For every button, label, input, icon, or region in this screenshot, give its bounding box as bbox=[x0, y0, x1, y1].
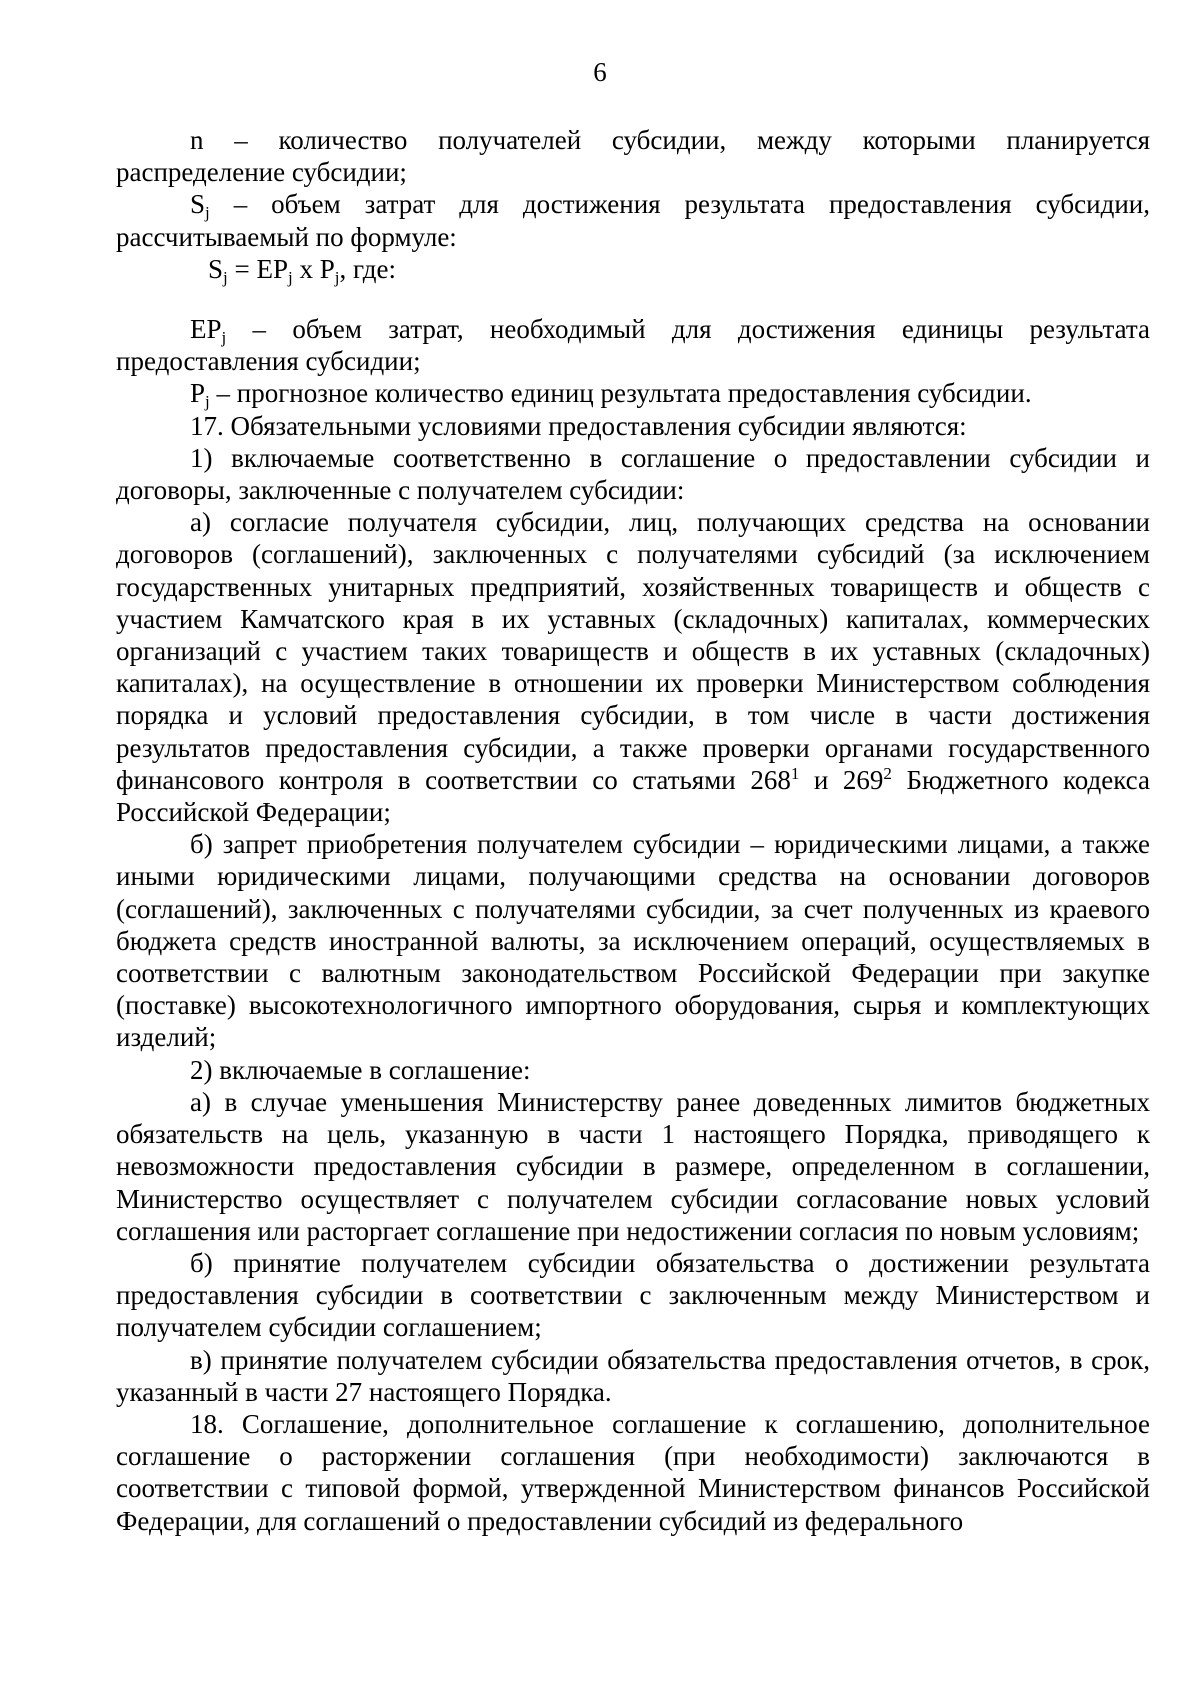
formula-s: S bbox=[208, 253, 224, 284]
formula-ep-subscript: j bbox=[288, 267, 293, 287]
epj-definition-text: – объем затрат, необходимый для достижения единицы результата предоставления субсидии; bbox=[116, 314, 1150, 377]
paragraph-17-2-b: б) принятие получателем субсидии обязательства о достижении результата предоставления субсидии в соответствии с заключенным между Министерством и получателем субсидии соглашением; bbox=[116, 1247, 1150, 1343]
page-number: 6 bbox=[593, 57, 607, 87]
formula-tail: , где: bbox=[339, 253, 396, 284]
formula-s-subscript: j bbox=[223, 267, 228, 287]
paragraph-pj-definition bbox=[116, 377, 1150, 412]
paragraph-17-1-a bbox=[116, 506, 1150, 828]
formula bbox=[116, 253, 1150, 285]
paragraph-17-2-c: в) принятие получателем субсидии обязательства предоставления отчетов, в срок, указанный в части 27 настоящего Порядка. bbox=[116, 1344, 1150, 1407]
paragraph-17-2: 2) включаемые в соглашение: bbox=[190, 1054, 531, 1085]
paragraph-epj-definition bbox=[116, 313, 1150, 377]
paragraph-17-1-a-text-3: Бюджетного кодекса Российской Федерации; bbox=[116, 764, 1150, 828]
epj-symbol: EP bbox=[190, 314, 222, 345]
pj-symbol: P bbox=[190, 378, 206, 409]
paragraph-17-1: 1) включаемые соответственно в соглашение о предоставлении субсидии и договоры, заключенные с получателем субсидии: bbox=[116, 442, 1150, 506]
paragraph-18: 18. Соглашение, дополнительное соглашение к соглашению, дополнительное соглашение о расторжении соглашения (при необходимости) заключаются в соответствии с типовой формой, утвержденной Министерством финансов Российской Федерации, для соглашений о предоставлении субсидий из федерального bbox=[116, 1408, 1150, 1536]
formula-equals-ep: = EP bbox=[227, 253, 289, 284]
sj-subscript: j bbox=[205, 203, 210, 223]
paragraph-17-1-b: б) запрет приобретения получателем субсидии – юридическими лицами, а также иными юридическими лицами, получающими средства на основании договоров (соглашений), заключенных с получателями субсидии, за счет полученных из краевого бюджета средств иностранной валюты, за исключением операций, осуществляемых в соответствии с валютным законодательством Российской Федерации при закупке (поставке) высокотехнологичного импортного оборудования, сырья и комплектующих изделий; bbox=[116, 829, 1150, 1053]
paragraph-sj-definition bbox=[116, 188, 1150, 252]
sj-definition-text: – объем затрат для достижения результата предоставления субсидии, рассчитываемый по формуле: bbox=[116, 189, 1150, 252]
formula-times-p: x P bbox=[292, 253, 335, 284]
pj-definition-text: – прогнозное количество единиц результата предоставления субсидии. bbox=[209, 378, 1032, 409]
article-269-superscript: 2 bbox=[883, 763, 892, 783]
paragraph-17-2-a: а) в случае уменьшения Министерству ранее доведенных лимитов бюджетных обязательств на цель, указанную в части 1 настоящего Порядка, приводящего к невозможности предоставления субсидии в размере, определенном в соглашении, Министерство осуществляет с получателем субсидии согласование новых условий соглашения или расторгает соглашение при недостижении согласия по новым условиям; bbox=[116, 1086, 1150, 1246]
sj-symbol: S bbox=[190, 189, 206, 220]
document-body bbox=[116, 124, 1150, 1537]
formula-p-subscript: j bbox=[334, 267, 340, 287]
pj-subscript: j bbox=[205, 392, 210, 412]
paragraph-n-definition: n – количество получателей субсидии, между которыми планируется распределение субсидии; bbox=[116, 125, 1150, 188]
paragraph-17-1-a-text-1: а) согласие получателя субсидии, лиц, получающих средства на основании договоров (соглашений), заключенных с получателями субсидий (за исключением государственных унитарных предприятий, хозяйственных товариществ и обществ с участием Камчатского края в их уставных (складочных) капиталах, коммерческих организаций с участием таких товариществ и обществ в их уставных (складочных) капиталах), на осуществление в отношении их проверки Министерством соблюдения порядка и условий предоставления субсидии, в том числе в части достижения результатов предоставления субсидии, а также проверки органами государственного финансового контроля в соответствии со статьями 268 bbox=[116, 507, 1150, 795]
paragraph-17-1-a-text-2: и 269 bbox=[799, 764, 884, 795]
paragraph-17: 17. Обязательными условиями предоставления субсидии являются: bbox=[190, 410, 967, 441]
article-268-superscript: 1 bbox=[790, 763, 800, 783]
epj-subscript: j bbox=[221, 328, 227, 348]
